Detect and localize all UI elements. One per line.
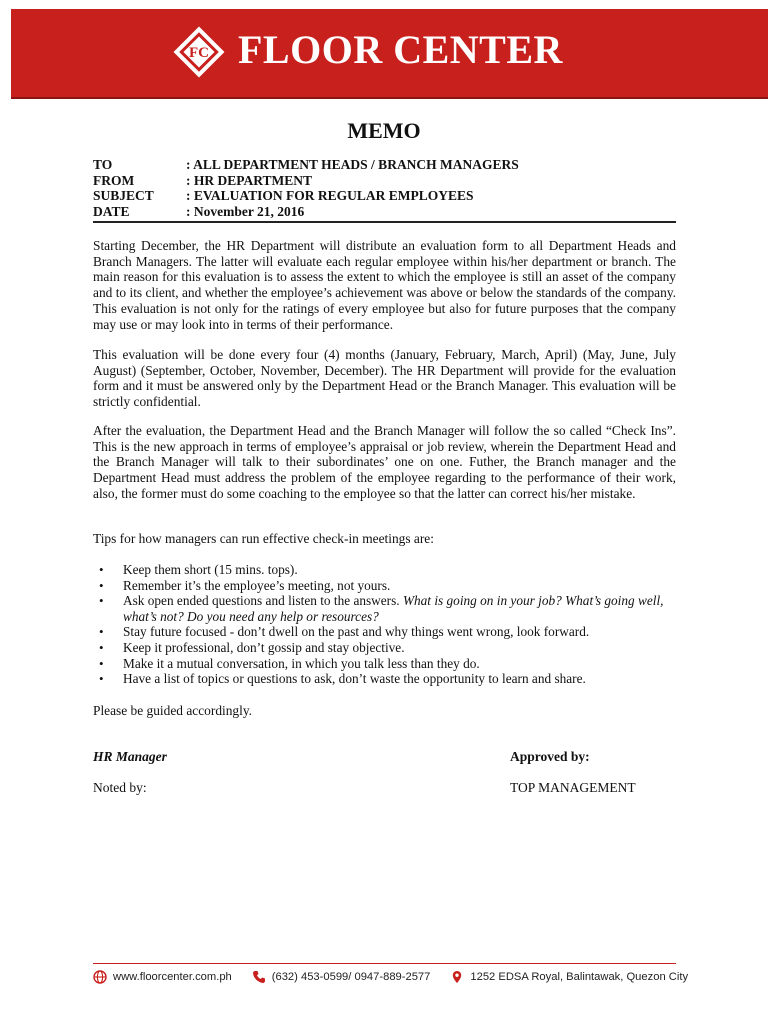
list-item [93,624,683,640]
paragraph-text: After the evaluation, the Department Head and the Branch Manager will follow the so called “Check Ins”. This is the new approach in terms of employee’s appraisal or job review, wherein the Department Head and the Branch Manager will talk to their subordinates’ one on one. Futher, the Branch manager and the Department Head must address the problem of the employee regarding to the performance of their work, also, the former must do some coaching to the employee so that the latter can correct his/her mistake. [93,423,676,501]
paragraph-3 [93,423,676,502]
footer-address: 1252 EDSA Royal, Balintawak, Quezon City [470,971,689,983]
tips-list [93,562,683,687]
field-key: DATE [93,204,130,220]
noted-by-label: Noted by: [93,780,147,795]
paragraph-text: This evaluation will be done every four (4) months (January, February, March, April) (May, June, July August) (September, October, November, December). The HR Department will provide for the evaluation form and it must be answered only by the Department Head or the Branch Manager. This evaluation will be strictly confidential. [93,347,676,410]
top-management-label: TOP MANAGEMENT [510,780,636,795]
footer-phone: (632) 453-0599/ 0947-889-2577 [271,971,431,983]
tip-text: Stay future focused - don’t dwell on the past and why things went wrong, look forward. [123,624,590,640]
tip-text: Make it a mutual conversation, in which you talk less than they do. [123,655,480,671]
tip-text: Ask open ended questions and listen to the answers. [123,593,403,609]
field-value: : HR DEPARTMENT [186,172,313,188]
closing-text: Please be guided accordingly. [93,703,253,718]
field-key: SUBJECT [93,188,154,204]
footer-divider [93,963,676,964]
list-item [93,640,683,656]
field-from [93,173,519,189]
brand-name: FLOOR CENTER [238,27,563,72]
field-subject [93,188,519,204]
footer-website[interactable]: www.floorcenter.com.ph [113,971,232,983]
header-divider [93,221,676,223]
closing-line [93,703,676,719]
memo-header-fields [93,157,519,220]
hr-manager-label: HR Manager [93,749,167,764]
paragraph-4 [93,531,676,547]
fc-logo-icon [171,24,227,80]
paragraph-2 [93,347,676,410]
tip-italic-text: What is going on in your job? What’s going well, what’s not? Do you need any help or resources? [123,593,664,624]
tip-text: Have a list of topics or questions to ask, don’t waste the opportunity to learn and share. [123,671,586,687]
list-item [93,671,683,687]
paragraph-text: Starting December, the HR Department will distribute an evaluation form to all Department Heads and Branch Managers. The latter will evaluate each regular employee within his/her department or branch. The main reason for this evaluation is to assess the extent to which the employee is still an asset of the company and to its client, and whether the employee’s achievement was above or below the standards of the company. This evaluation is not only for the ratings of every employee but also for future purposes that the company may use or may look into in terms of their performance. [93,238,676,332]
field-to [93,157,519,173]
memo-title: MEMO [347,118,421,143]
list-item [93,562,683,578]
globe-icon [93,970,107,984]
field-value: : November 21, 2016 [186,204,305,220]
tip-text: Keep it professional, don’t gossip and stay objective. [123,639,405,655]
field-key: TO [93,157,113,172]
footer [93,968,688,986]
header-banner [11,9,768,97]
tip-text: Keep them short (15 mins. tops). [123,562,298,577]
paragraph-text: Tips for how managers can run effective check-in meetings are: [93,531,434,546]
paragraph-1 [93,238,676,332]
field-date [93,204,519,220]
location-pin-icon [450,970,464,984]
list-item [93,578,683,594]
logo-letters: FC [189,45,209,61]
tip-text: Remember it’s the employee’s meeting, not yours. [123,577,391,593]
field-key: FROM [93,172,135,188]
list-item [93,656,683,672]
approved-by-label: Approved by: [510,749,590,764]
field-value: : EVALUATION FOR REGULAR EMPLOYEES [186,188,474,204]
field-value: : ALL DEPARTMENT HEADS / BRANCH MANAGERS [186,157,519,172]
phone-icon [252,970,266,984]
list-item [93,593,683,624]
